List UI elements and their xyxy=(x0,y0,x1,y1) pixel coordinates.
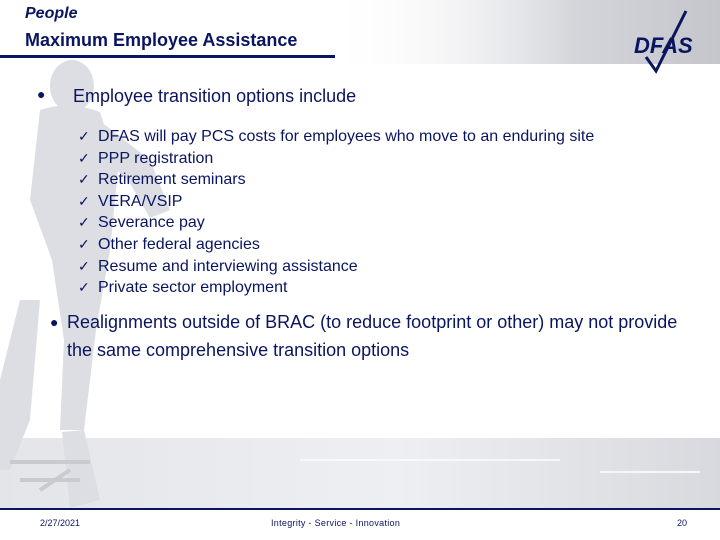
title-underline xyxy=(0,55,335,58)
list-item xyxy=(78,148,594,170)
main-bullet-text: Employee transition options include xyxy=(73,86,357,106)
bullet-dot-icon: ● xyxy=(37,86,46,102)
checkmark-icon: ✓ xyxy=(78,257,90,274)
checkmark-icon: ✓ xyxy=(78,149,90,166)
list-item-text: VERA/VSIP xyxy=(98,192,183,210)
checkmark-icon: ✓ xyxy=(78,279,90,296)
page-title: Maximum Employee Assistance xyxy=(25,30,298,50)
checkmark-icon: ✓ xyxy=(78,214,90,231)
footer-date: 2/27/2021 xyxy=(40,518,81,528)
list-item-text: Private sector employment xyxy=(98,279,288,297)
list-item xyxy=(78,256,594,278)
footer-tagline: Integrity - Service - Innovation xyxy=(271,518,401,528)
checkmark-icon: ✓ xyxy=(78,171,90,188)
footer xyxy=(0,508,720,540)
list-item-text: Resume and interviewing assistance xyxy=(98,257,358,275)
footer-rule xyxy=(0,508,720,510)
dfas-logo xyxy=(630,5,700,75)
page-number: 20 xyxy=(676,518,687,528)
checkmark-icon: ✓ xyxy=(78,128,90,144)
checkmark-icon: ✓ xyxy=(78,192,90,209)
list-item xyxy=(78,234,594,256)
second-bullet xyxy=(50,308,690,364)
section-title: People xyxy=(25,5,78,22)
list-item xyxy=(78,126,594,148)
list-item-text: Retirement seminars xyxy=(98,171,246,189)
second-bullet-text: Realignments outside of BRAC (to reduce footprint or other) may not provide the same comprehensive transition options xyxy=(67,312,678,360)
list-item-text: PPP registration xyxy=(98,149,214,167)
checkmark-icon: ✓ xyxy=(78,235,90,252)
list-item xyxy=(78,212,594,234)
list-item-text: Severance pay xyxy=(98,214,205,232)
list-item-text: DFAS will pay PCS costs for employees who move to an enduring site xyxy=(98,128,595,145)
bullet-dot-icon: ● xyxy=(50,314,59,330)
list-item-text: Other federal agencies xyxy=(98,235,260,253)
dfas-logo-text: DFAS xyxy=(634,33,693,58)
dfas-logo-graphic xyxy=(630,5,700,75)
list-item xyxy=(78,191,594,213)
transition-options-list xyxy=(78,126,594,299)
list-item xyxy=(78,169,594,191)
list-item xyxy=(78,277,594,299)
